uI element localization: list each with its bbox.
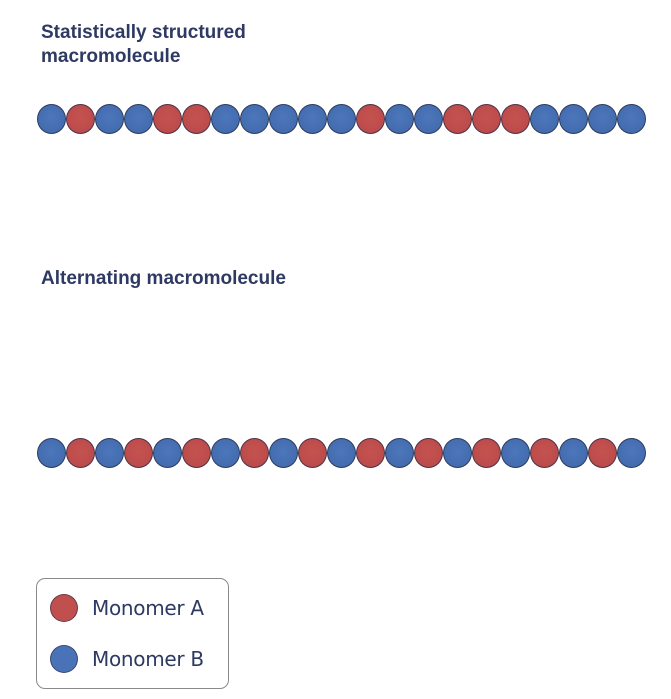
monomer-b-bead: [37, 104, 66, 134]
monomer-a-bead: [472, 438, 501, 468]
monomer-b-bead: [327, 104, 356, 134]
monomer-b-bead: [240, 104, 269, 134]
monomer-b-bead: [95, 104, 124, 134]
monomer-a-bead: [414, 438, 443, 468]
monomer-b-bead: [414, 104, 443, 134]
monomer-b-bead: [385, 104, 414, 134]
monomer-b-bead: [211, 104, 240, 134]
monomer-a-bead: [588, 438, 617, 468]
monomer-b-bead: [588, 104, 617, 134]
monomer-b-bead: [211, 438, 240, 468]
legend: [36, 578, 229, 689]
monomer-a-bead: [298, 438, 327, 468]
monomer-b-bead: [501, 438, 530, 468]
statistical-chain-title: Statistically structured macromolecule: [41, 22, 246, 67]
monomer-a-bead: [501, 104, 530, 134]
monomer-a-bead: [530, 438, 559, 468]
monomer-b-bead: [617, 438, 646, 468]
monomer-b-bead: [617, 104, 646, 134]
monomer-a-bead: [66, 104, 95, 134]
monomer-a-bead: [472, 104, 501, 134]
monomer-b-bead: [530, 104, 559, 134]
monomer-a-circle-icon: [50, 594, 78, 622]
monomer-b-bead: [385, 438, 414, 468]
monomer-b-bead: [443, 438, 472, 468]
legend-label-monomer-b: Monomer B: [92, 647, 204, 671]
legend-item-monomer-b: [50, 644, 204, 674]
monomer-a-bead: [356, 104, 385, 134]
monomer-b-circle-icon: [50, 645, 78, 673]
monomer-a-bead: [240, 438, 269, 468]
monomer-a-bead: [153, 104, 182, 134]
monomer-a-bead: [124, 438, 153, 468]
monomer-a-bead: [182, 104, 211, 134]
alternating-chain-title: Alternating macromolecule: [41, 268, 286, 289]
monomer-b-bead: [269, 104, 298, 134]
monomer-b-bead: [37, 438, 66, 468]
monomer-b-bead: [559, 104, 588, 134]
monomer-a-bead: [356, 438, 385, 468]
monomer-b-bead: [298, 104, 327, 134]
monomer-b-bead: [95, 438, 124, 468]
monomer-b-bead: [327, 438, 356, 468]
monomer-a-bead: [66, 438, 95, 468]
alternating-macromolecule-chain: [37, 438, 646, 468]
statistical-macromolecule-chain: [37, 104, 646, 134]
monomer-b-bead: [153, 438, 182, 468]
monomer-b-bead: [124, 104, 153, 134]
legend-label-monomer-a: Monomer A: [92, 596, 204, 620]
monomer-a-bead: [443, 104, 472, 134]
legend-item-monomer-a: [50, 593, 204, 623]
monomer-a-bead: [182, 438, 211, 468]
monomer-b-bead: [269, 438, 298, 468]
monomer-b-bead: [559, 438, 588, 468]
